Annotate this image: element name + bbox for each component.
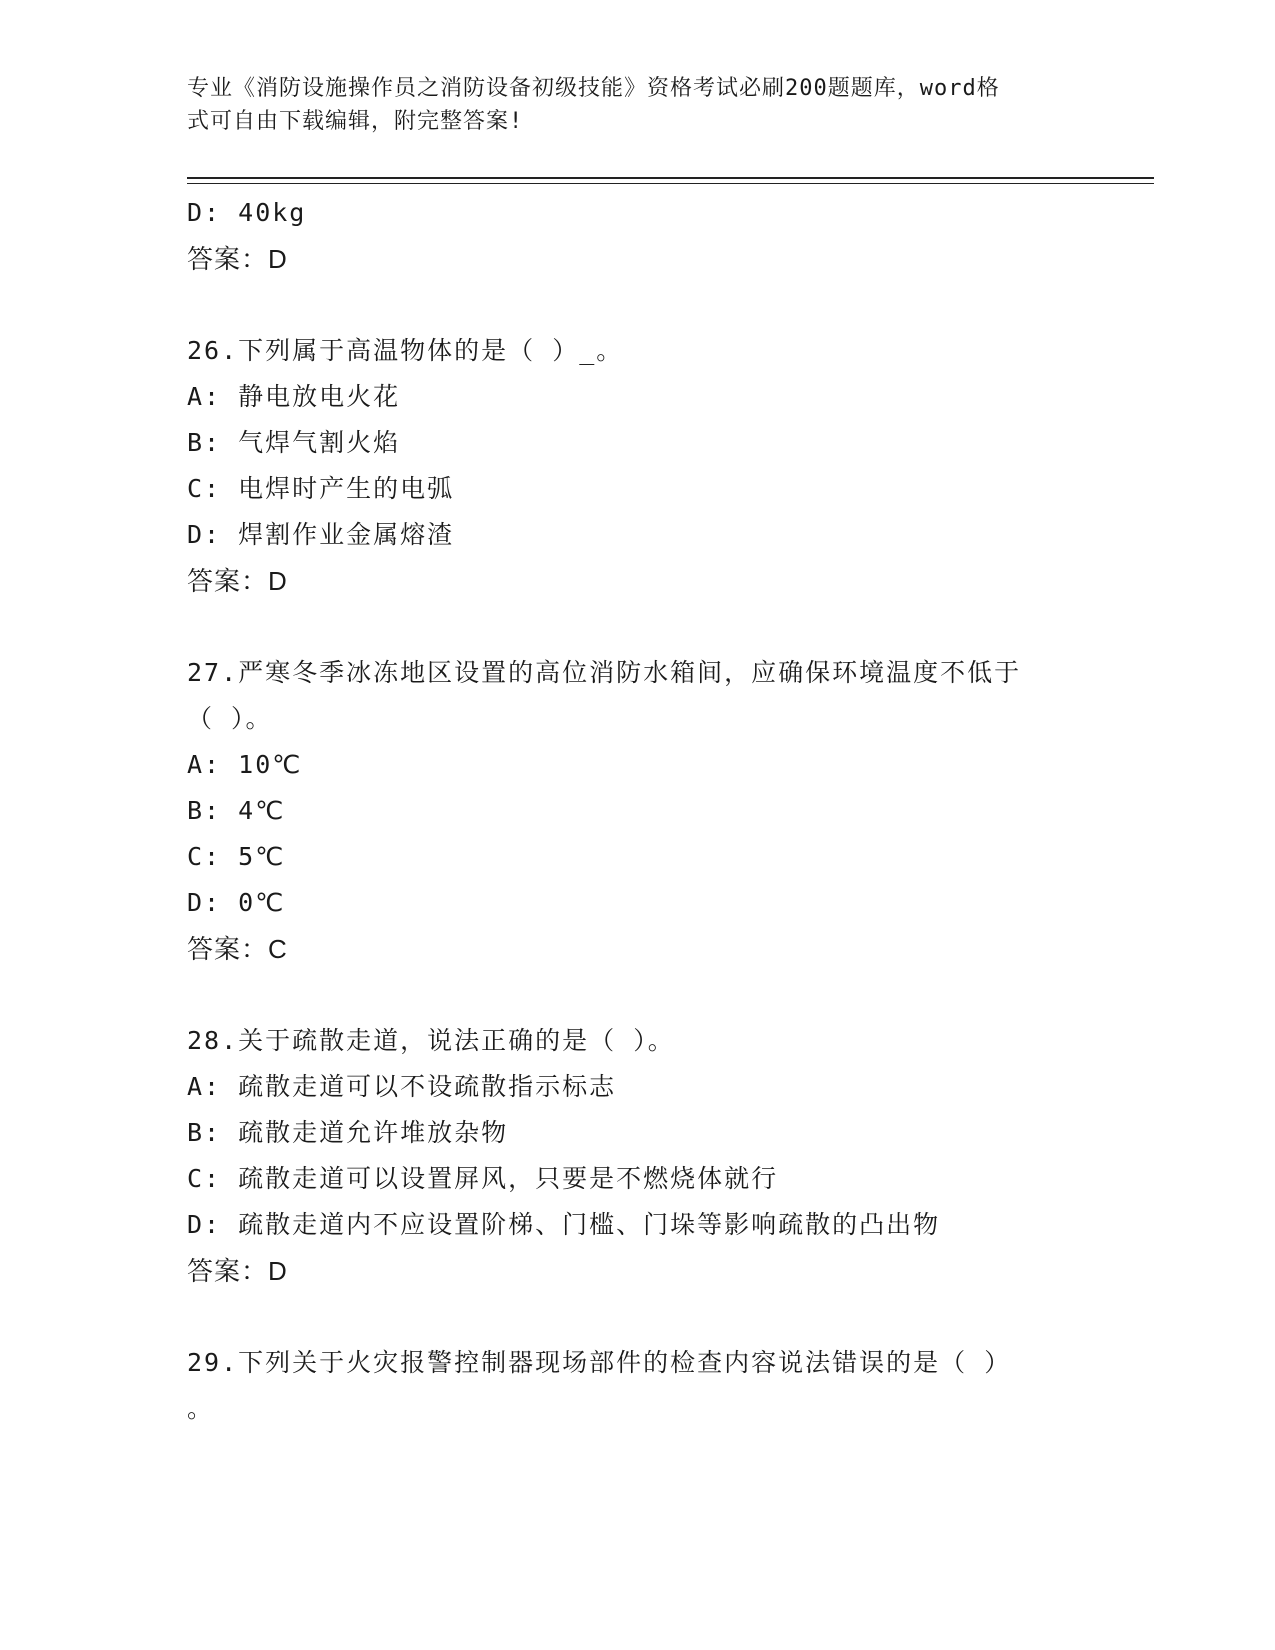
question-26 (187, 328, 1087, 604)
answer: 答案：C (187, 934, 288, 964)
option-c: C: 5℃ (187, 842, 286, 871)
option-b: B: 气焊气割火焰 (187, 428, 401, 457)
question-stem-line-1: 27.严寒冬季冰冻地区设置的高位消防水箱间，应确保环境温度不低于 (187, 658, 1022, 687)
option-a: A: 10℃ (187, 750, 303, 779)
answer: 答案：D (187, 1256, 288, 1286)
question-list (187, 190, 1087, 1432)
header-divider-thin (187, 183, 1154, 184)
option-c: C: 电焊时产生的电弧 (187, 474, 455, 503)
option-d: D: 40kg (187, 198, 307, 227)
question-stem: 28.关于疏散走道，说法正确的是（ ）。 (187, 1026, 675, 1055)
question-stem: 26.下列属于高温物体的是（ ）_。 (187, 336, 624, 365)
option-b: B: 疏散走道允许堆放杂物 (187, 1118, 509, 1147)
question-25-tail (187, 190, 1087, 282)
option-a: A: 疏散走道可以不设疏散指示标志 (187, 1072, 617, 1101)
option-b: B: 4℃ (187, 796, 286, 825)
answer: 答案：D (187, 244, 288, 274)
question-stem-line-1: 29.下列关于火灾报警控制器现场部件的检查内容说法错误的是（ ） (187, 1348, 1012, 1377)
question-stem-line-2: 。 (187, 1394, 215, 1423)
option-d: D: 0℃ (187, 888, 286, 917)
question-stem-line-2: （ ）。 (187, 704, 273, 733)
header-line-1: 专业《消防设施操作员之消防设备初级技能》资格考试必刷200题题库，word格 (187, 76, 1000, 101)
question-28 (187, 1018, 1087, 1294)
header-line-2: 式可自由下载编辑，附完整答案! (187, 109, 524, 134)
question-27 (187, 650, 1087, 972)
question-29 (187, 1340, 1087, 1432)
answer: 答案：D (187, 566, 288, 596)
option-c: C: 疏散走道可以设置屏风，只要是不燃烧体就行 (187, 1164, 779, 1193)
header-divider-thick (187, 177, 1154, 179)
option-a: A: 静电放电火花 (187, 382, 401, 411)
option-d: D: 焊割作业金属熔渣 (187, 520, 455, 549)
option-d: D: 疏散走道内不应设置阶梯、门槛、门垛等影响疏散的凸出物 (187, 1210, 941, 1239)
document-header (187, 72, 1067, 138)
